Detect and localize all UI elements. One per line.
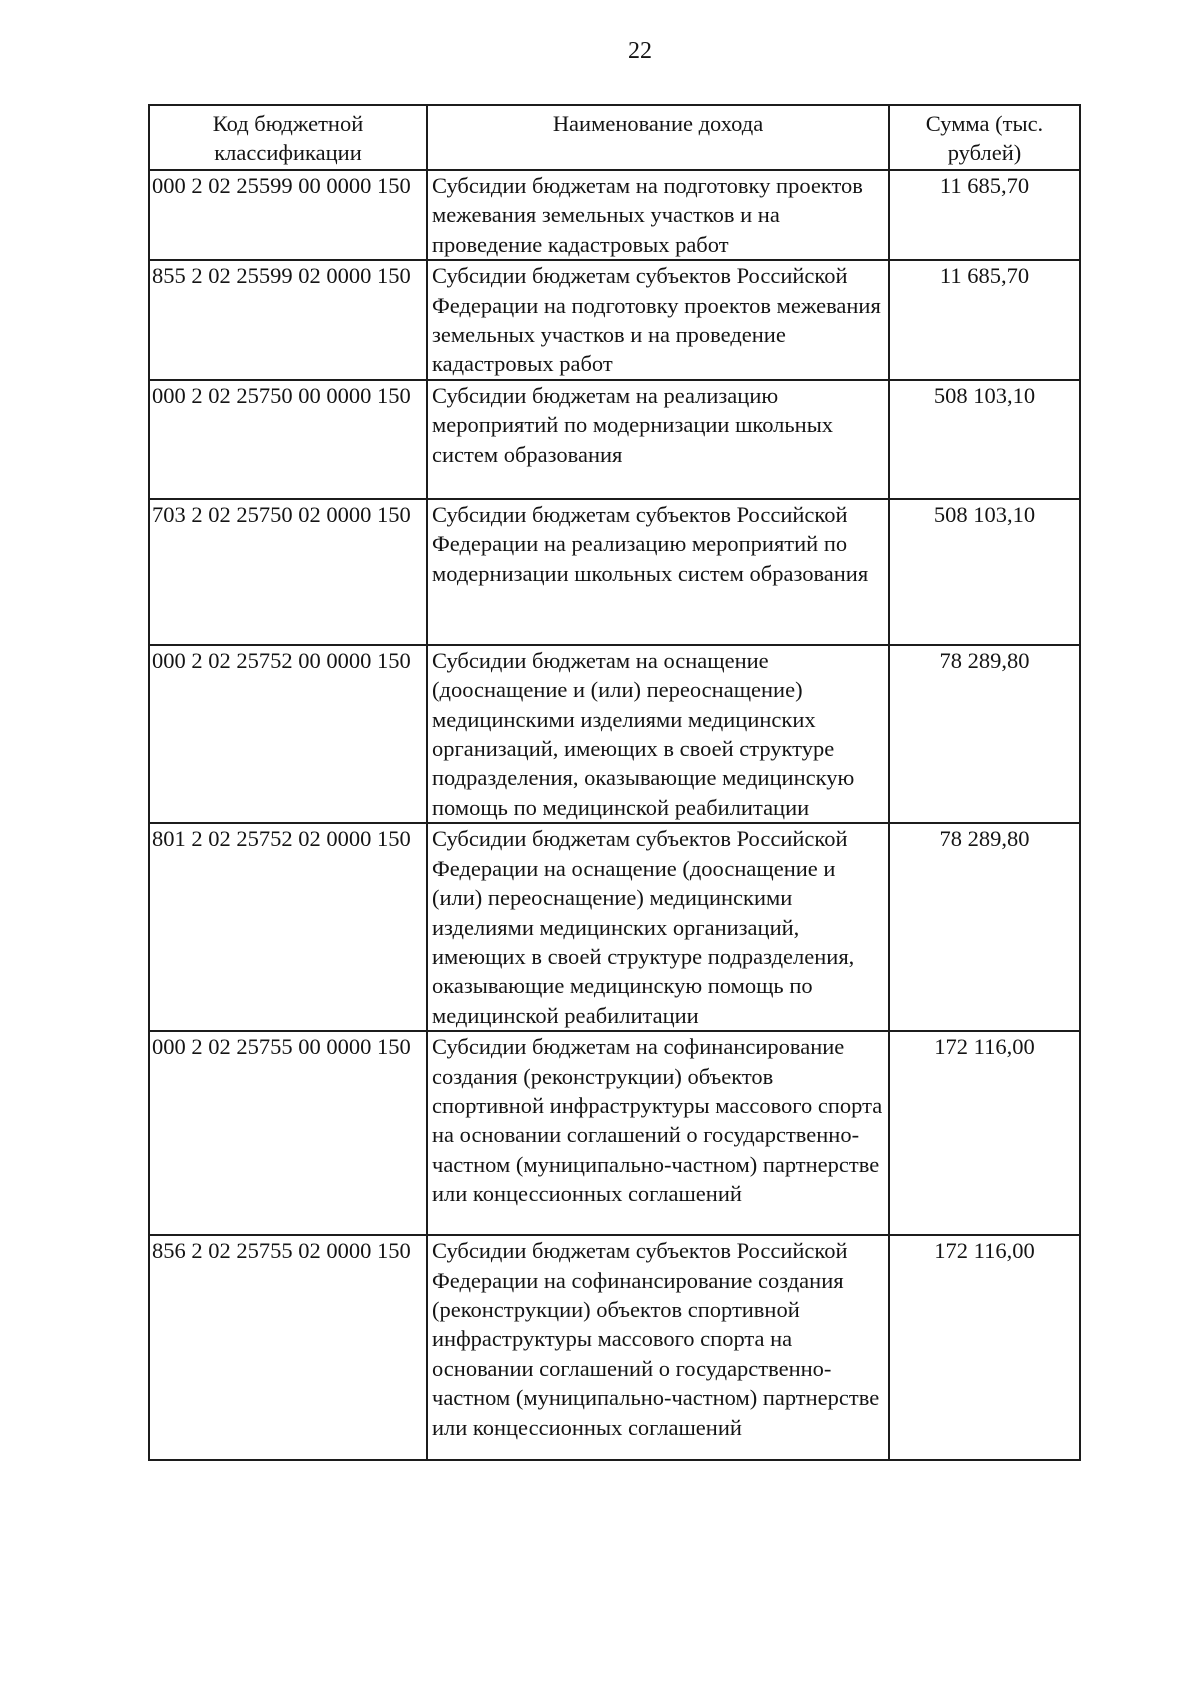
row-sum: 172 116,00 (889, 1235, 1080, 1460)
table-row (149, 170, 1080, 260)
row-name: Субсидии бюджетам на софинансирование создания (реконструкции) объектов спортивной инфраструктуры массового спорта на основании соглашений о государственно-частном (муниципально-частном) партнерстве или концессионных соглашений (427, 1031, 889, 1235)
row-sum: 11 685,70 (889, 260, 1080, 380)
row-name: Субсидии бюджетам на оснащение (дооснащение и (или) переоснащение) медицинскими изделиями медицинских организаций, имеющих в своей структуре подразделения, оказывающие медицинскую помощь по медицинской реабилитации (427, 645, 889, 823)
header-name: Наименование дохода (427, 105, 889, 170)
row-sum: 78 289,80 (889, 645, 1080, 823)
row-code: 856 2 02 25755 02 0000 150 (149, 1235, 427, 1460)
row-code: 801 2 02 25752 02 0000 150 (149, 823, 427, 1031)
revenue-table (148, 104, 1081, 1461)
table-header-row (149, 105, 1080, 170)
row-code: 000 2 02 25752 00 0000 150 (149, 645, 427, 823)
table-row (149, 645, 1080, 823)
row-code: 703 2 02 25750 02 0000 150 (149, 499, 427, 645)
row-name: Субсидии бюджетам субъектов Российской Федерации на оснащение (дооснащение и (или) переоснащение) медицинскими изделиями медицинских организаций, имеющих в своей структуре подразделения, оказывающие медицинскую помощь по медицинской реабилитации (427, 823, 889, 1031)
row-sum: 78 289,80 (889, 823, 1080, 1031)
row-sum: 508 103,10 (889, 499, 1080, 645)
table-row (149, 380, 1080, 499)
row-name: Субсидии бюджетам субъектов Российской Федерации на реализацию мероприятий по модернизации школьных систем образования (427, 499, 889, 645)
row-code: 000 2 02 25755 00 0000 150 (149, 1031, 427, 1235)
table-row (149, 1235, 1080, 1460)
row-code: 855 2 02 25599 02 0000 150 (149, 260, 427, 380)
row-sum: 508 103,10 (889, 380, 1080, 499)
row-name: Субсидии бюджетам на подготовку проектов межевания земельных участков и на проведение кадастровых работ (427, 170, 889, 260)
table-row (149, 1031, 1080, 1235)
table-row (149, 260, 1080, 380)
header-code: Код бюджетной классификации (149, 105, 427, 170)
row-name: Субсидии бюджетам на реализацию мероприятий по модернизации школьных систем образования (427, 380, 889, 499)
page-number: 22 (628, 38, 652, 64)
row-code: 000 2 02 25599 00 0000 150 (149, 170, 427, 260)
row-name: Субсидии бюджетам субъектов Российской Федерации на софинансирование создания (реконструкции) объектов спортивной инфраструктуры массового спорта на основании соглашений о государственно-частном (муниципально-частном) партнерстве или концессионных соглашений (427, 1235, 889, 1460)
row-code: 000 2 02 25750 00 0000 150 (149, 380, 427, 499)
row-name: Субсидии бюджетам субъектов Российской Федерации на подготовку проектов межевания земельных участков и на проведение кадастровых работ (427, 260, 889, 380)
header-sum: Сумма (тыс. рублей) (889, 105, 1080, 170)
table-row (149, 823, 1080, 1031)
row-sum: 172 116,00 (889, 1031, 1080, 1235)
table-row (149, 499, 1080, 645)
row-sum: 11 685,70 (889, 170, 1080, 260)
